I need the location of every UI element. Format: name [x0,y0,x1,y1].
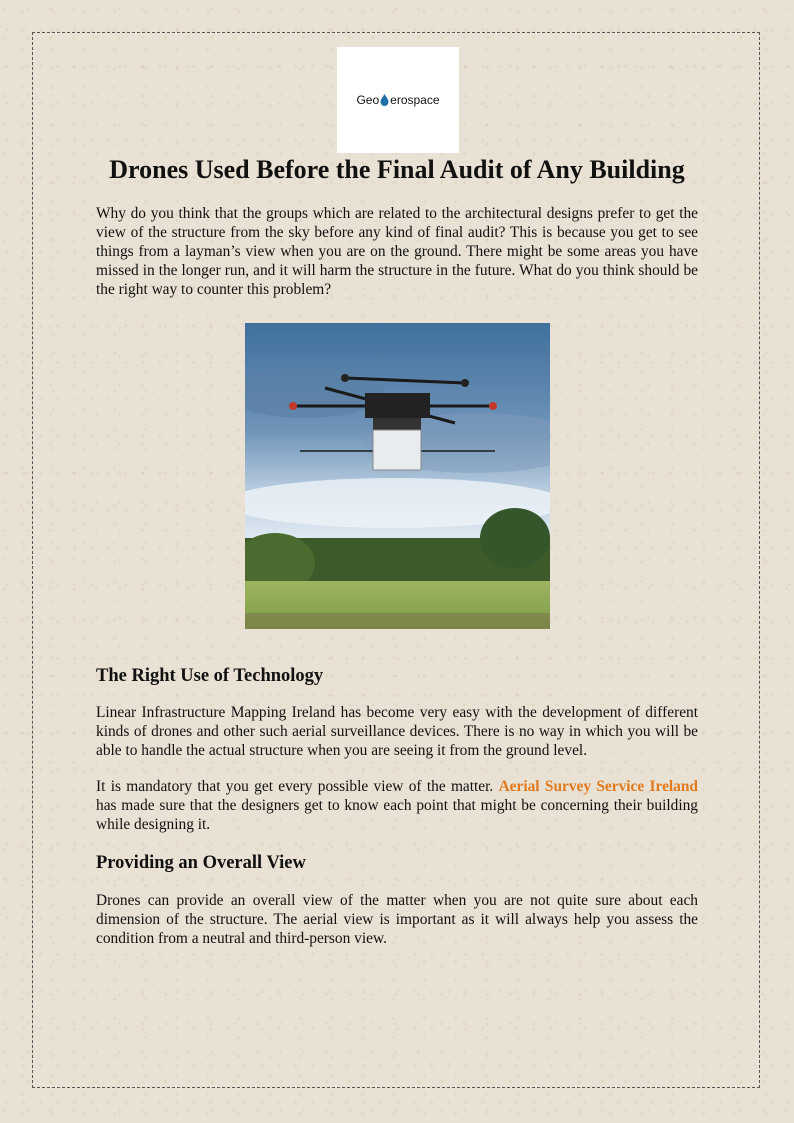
logo-text-left: Geo [356,93,380,107]
survey-text-before: It is mandatory that you get every possible view of the matter. [96,778,499,795]
overall-view-paragraph: Drones can provide an overall view of the matter when you are not quite sure about each dimension of the structure. The aerial view is important as it will always help you assess the condition from a neutral and third-person view. [96,892,698,947]
drone-photo [245,323,550,629]
technology-paragraph: Linear Infrastructure Mapping Ireland has become very easy with the development of different kinds of drones and other such aerial surveillance devices. There is no way in which you will be able to handle the actual structure when you are seeing it from the ground level. [96,704,698,759]
aerial-survey-link[interactable]: Aerial Survey Service Ireland [498,778,698,795]
section-heading-overall-view: Providing an Overall View [96,853,306,873]
logo-text-right: erospace [390,93,440,107]
section-heading-technology: The Right Use of Technology [96,666,324,686]
page-title: Drones Used Before the Final Audit of Any Building [109,155,685,184]
survey-text-after: has made sure that the designers get to know each point that might be concerning their building while designing it. [96,797,698,833]
survey-paragraph [96,777,698,834]
intro-paragraph: Why do you think that the groups which are related to the architectural designs prefer to get the view of the structure from the sky before any kind of final audit? This is because you get to see things from a layman’s view when you are on the ground. There might be some areas you have missed in the longer run, and it will harm the structure in the future. What do you think should be the right way to counter this problem? [96,205,698,298]
company-logo [337,47,459,153]
drop-logo-icon [380,94,389,106]
